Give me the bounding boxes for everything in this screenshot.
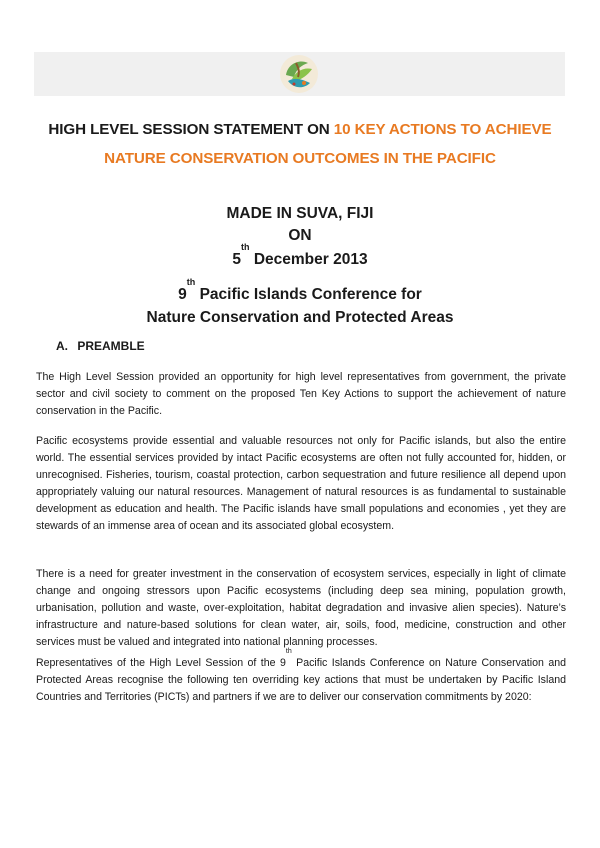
made-in-location: MADE IN SUVA, FIJI: [226, 205, 374, 222]
paragraph-3: There is a need for greater investment in the conservation of ecosystem services, especially in light of climate change and ongoing stressors upon Pacific ecosystems (including deep sea mining, population growth, urbanisation, pollution and waste, over-exploitation, habitat degradation and invasive alien species). Nature’s infrastructure and nature-based solutions for clean water, air, soils, food, medicine, construction and other services must be valued and integrated into national planning processes.: [36, 568, 566, 648]
date-day: 5: [232, 251, 242, 268]
title-prefix: HIGH LEVEL SESSION STATEMENT ON: [48, 121, 334, 138]
conference-title-line-2: Nature Conservation and Protected Areas: [146, 309, 454, 326]
section-heading: [56, 339, 145, 353]
section-title: PREAMBLE: [77, 339, 145, 353]
document-title-line-2: NATURE CONSERVATION OUTCOMES IN THE PACIFIC: [104, 150, 496, 167]
paragraph-4-before: Representatives of the High Level Session of the 9: [36, 657, 286, 669]
conference-logo-icon: [278, 53, 320, 95]
section-number: A.: [56, 339, 68, 353]
paragraph-4-after: Pacific Islands Conference on Nature Conservation and Protected Areas recognise the following ten overriding key actions that must be undertaken by Pacific Island Countries and Territories (PICTs) and partners if we are to deliver our conservation commitments by 2020:: [36, 657, 566, 703]
conference-ordinal-suffix: th: [186, 277, 196, 287]
paragraph-4: [36, 648, 566, 706]
date-rest: December 2013: [249, 251, 368, 268]
paragraph-2: Pacific ecosystems provide essential and valuable resources not only for Pacific islands, but also the entire world. The essential services provided by intact Pacific ecosystems are often not fully accounted for, hidden, or unrecognised. Fisheries, tourism, coastal protection, carbon sequestration and future resilience all depend upon appropriately valuing our natural resources. Management of natural resources is as fundamental to sustainable development as education and health. The Pacific islands have small populations and economies , yet they are stewards of an immense area of ocean and its associated global ecosystem.: [36, 435, 566, 532]
date-day-suffix: th: [241, 242, 250, 252]
made-on: ON: [288, 227, 312, 244]
conference-title-line-1: [20, 277, 580, 304]
document-title-line-1: [20, 121, 580, 138]
made-date: [20, 242, 580, 269]
conference-ordinal: 9: [178, 286, 187, 303]
conference-line1-rest: Pacific Islands Conference for: [195, 286, 422, 303]
paragraph-1: The High Level Session provided an opportunity for high level representatives from government, the private sector and civil society to comment on the proposed Ten Key Actions to support the achievement of nature conservation in the Pacific.: [36, 371, 566, 417]
title-accent-1: 10 KEY ACTIONS TO ACHIEVE: [333, 121, 552, 138]
paragraph-4-sup: th: [285, 648, 292, 655]
